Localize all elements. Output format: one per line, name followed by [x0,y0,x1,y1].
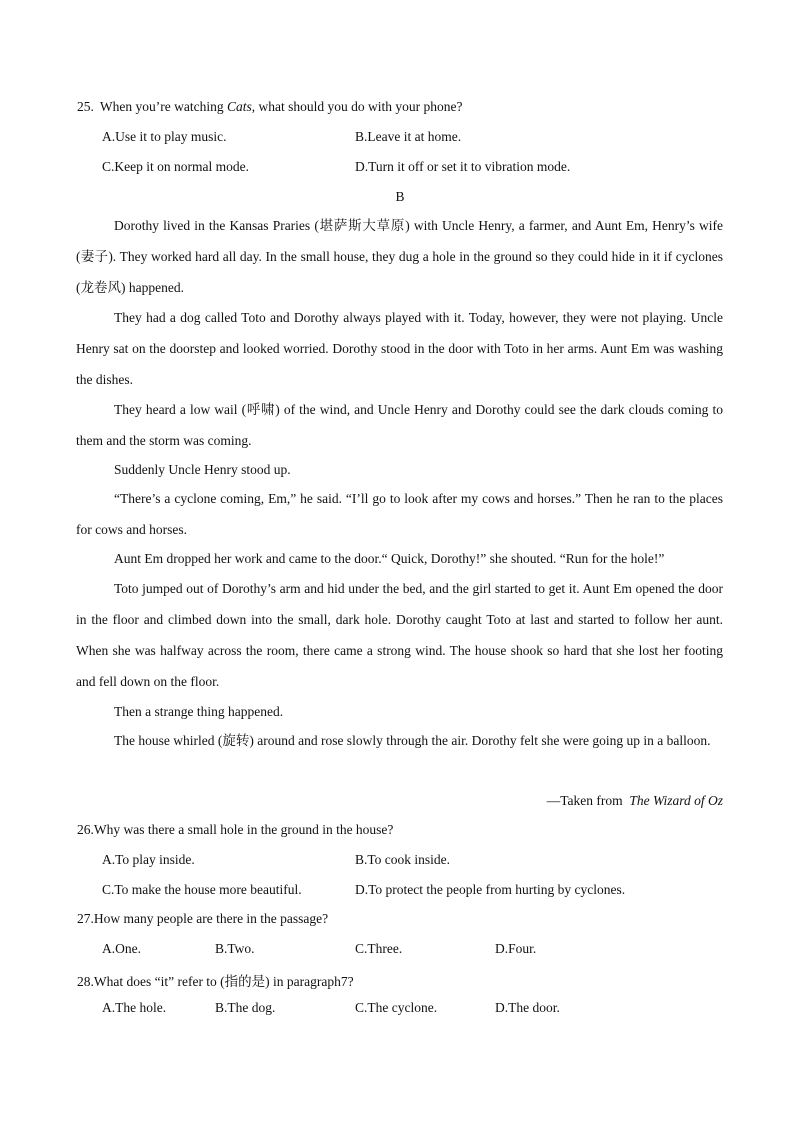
passage-source [547,793,723,809]
option-d: D.The door. [495,1000,560,1015]
option-a: A.The hole. [102,1000,167,1015]
option-d: D.To protect the people from hurting by cyclones. [355,882,626,897]
option-a: A.One. [102,941,141,956]
option-b: B.Leave it at home. [355,129,462,144]
option-c: C.Three. [355,941,403,956]
stem-title: Cats [226,99,252,114]
question-stem-text: When you’re watching [99,99,224,114]
question-number: 25. [77,99,94,114]
option-a: A.Use it to play music. [102,129,227,144]
question-stem-text-end: , what should you do with your phone? [251,99,463,114]
passage-paragraph-4: Suddenly Uncle Henry stood up. [114,462,291,477]
question-26-stem: 26.Why was there a small hole in the ground in the house? [77,822,394,837]
option-d: D.Turn it off or set it to vibration mode. [355,159,571,174]
passage-paragraph-1: Dorothy lived in the Kansas Praries (堪萨斯大草原) with Uncle Henry, a farmer, and Aunt Em, Henry’s wife (妻子). They worked hard all day. In the small house, they dug a hole in the ground so they could hide in it if cyclones (龙卷风) happened. [76,218,723,295]
passage-paragraph-3: They heard a low wail (呼啸) of the wind, and Uncle Henry and Dorothy could see the dark clouds coming to them and the storm was coming. [76,402,723,448]
option-c: C.Keep it on normal mode. [102,159,249,174]
option-c: C.The cyclone. [355,1000,438,1015]
source-prefix: —Taken from [546,793,623,808]
question-27-stem: 27.How many people are there in the passage? [77,911,329,926]
passage-paragraph-7: Toto jumped out of Dorothy’s arm and hid under the bed, and the girl started to get it. Aunt Em opened the door in the floor and climbed down into the small, dark hole. Dorothy caught Toto at last and started to follow her aunt. When she was halfway across the room, there came a strong wind. The house shook so hard that she lost her footing and fell down on the floor. [76,581,723,689]
option-b: B.To cook inside. [355,852,451,867]
option-a: A.To play inside. [102,852,195,867]
passage-paragraph-2: They had a dog called Toto and Dorothy always played with it. Today, however, they were not playing. Uncle Henry sat on the doorstep and looked worried. Dorothy stood in the door with Toto in her arms. Aunt Em was washing the dishes. [76,310,723,387]
option-c: C.To make the house more beautiful. [102,882,302,897]
option-d: D.Four. [495,941,537,956]
option-b: B.The dog. [215,1000,276,1015]
passage-paragraph-8: Then a strange thing happened. [114,704,284,719]
question-28-stem: 28.What does “it” refer to (指的是) in paragraph7? [77,974,354,989]
source-title: The Wizard of Oz [629,793,723,808]
question-25-stem [77,99,462,115]
passage-paragraph-9: The house whirled (旋转) around and rose slowly through the air. Dorothy felt she were going up in a balloon. [114,733,711,748]
section-label: B [395,189,405,204]
passage-paragraph-6: Aunt Em dropped her work and came to the door.“ Quick, Dorothy!” she shouted. “Run for the hole!” [114,551,665,566]
option-b: B.Two. [215,941,255,956]
passage-paragraph-5: “There’s a cyclone coming, Em,” he said. “I’ll go to look after my cows and horses.” Then he ran to the places for cows and horses. [76,491,723,537]
